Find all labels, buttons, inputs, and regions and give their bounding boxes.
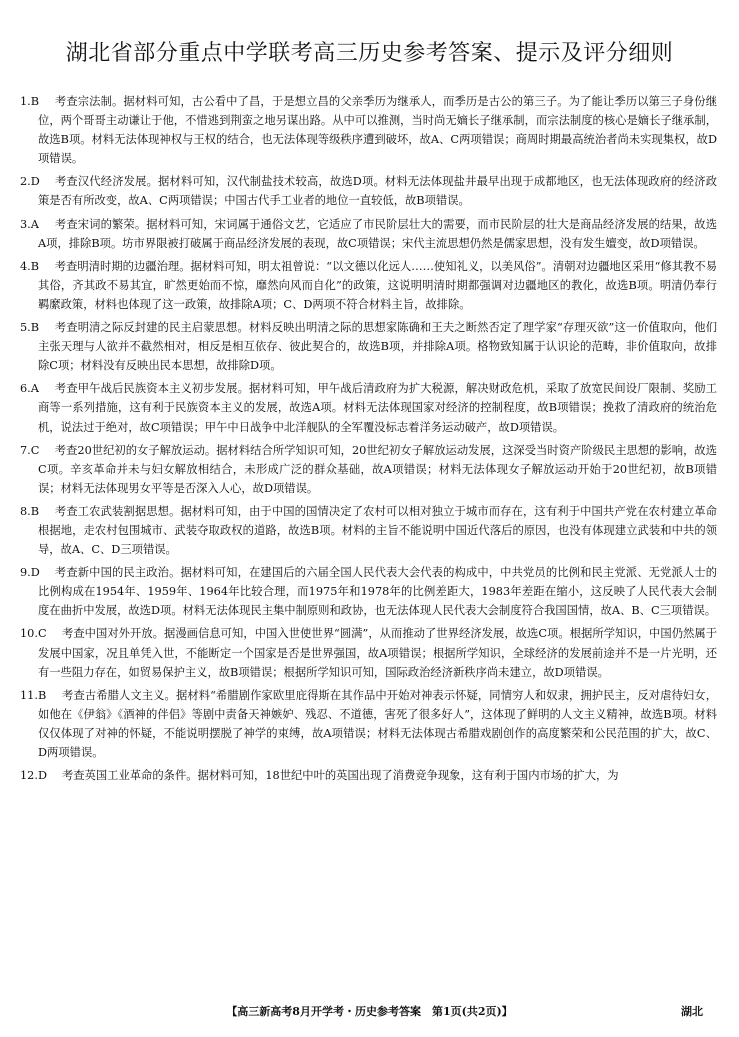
question-number: 2. [20, 175, 31, 189]
question-number: 10. [20, 627, 38, 641]
explanation-text: 考查宋词的繁荣。据材料可知，宋词属于通俗文艺，它适应了市民阶层壮大的需要，而市民阶层的壮大是商品经济发展的结果，故选A项，排除B项。坊市界限被打破属于商品经济发展的表现，故C项错误；宋代主流思想仍然是儒家思想，没有发生嬗变，故D项错误。 [38, 217, 717, 250]
question-number: 1. [20, 95, 31, 108]
question-number: 5. [20, 321, 31, 335]
answer-item [20, 441, 717, 498]
page-footer [20, 1003, 719, 1021]
answer-letter: D [30, 566, 40, 580]
answer-item [20, 624, 717, 681]
answer-letter: D [37, 769, 48, 783]
answer-letter: C [37, 627, 47, 641]
question-number: 3. [20, 217, 31, 231]
question-number: 11. [20, 688, 38, 702]
explanation-text: 考查工农武装割据思想。据材料可知，由于中国的国情决定了农村可以相对独立于城市而存在，这有利于中国共产党在农村建立革命根据地，走农村包围城市、武装夺取政权的道路，故选B项。材料的主旨不能说明中国近代落后的原因，也没有体现建立武装和中共的领导，故A、C、D三项错误。 [38, 504, 717, 557]
answer-item [20, 318, 717, 375]
footer-text: 【高三新高考8月开学考・历史参考答案 第1页(共2页)】 [226, 1005, 513, 1018]
question-number: 8. [20, 504, 31, 518]
answer-letter: B [30, 95, 40, 108]
answer-letter: A [30, 217, 39, 231]
explanation-text: 考查汉代经济发展。据材料可知，汉代制盐技术较高，故选D项。材料无法体现盐井最早出现于成都地区，也无法体现政府的经济政策是否有所改变，故A、C两项错误；中国古代手工业者的地位一直较低，故B项错误。 [38, 175, 717, 208]
explanation-text: 考查明清时期的边疆治理。据材料可知，明太祖曾说：“以文德以化远人……使知礼义，以美风俗”。清朝对边疆地区采用“修其教不易其俗，齐其政不易其宜，旷然更始而不惊，靡然向风而自化”的政策，这说明明清时期都强调对边疆地区的教化，故选B项。明清仍奉行羁縻政策，材料也体现了这一政策，故排除A项；C、D两项不符合材料主旨，故排除。 [38, 259, 717, 311]
question-number: 7. [20, 443, 31, 457]
answer-item [20, 92, 717, 168]
explanation-text: 考查明清之际反封建的民主启蒙思想。材料反映出明清之际的思想家陈确和王夫之断然否定了理学家“存理灭欲”这一价值取向，他们主张天理与人欲并不截然相对，相反是相互依存、彼此契合的，故选B项，并排除A项。格物致知属于认识论的范畴，非价值取向，故排除C项；材料没有反映出民本思想，故排除D项。 [38, 321, 717, 373]
answer-item [20, 215, 717, 253]
answer-letter: C [30, 443, 40, 457]
question-number: 9. [20, 566, 31, 580]
answer-letter: B [30, 321, 40, 335]
answer-letter: A [30, 382, 39, 396]
answer-item [20, 379, 717, 436]
answer-item [20, 686, 717, 762]
answer-list [20, 92, 717, 994]
answer-item [20, 502, 717, 559]
answer-letter: D [30, 175, 40, 189]
explanation-text: 考查中国对外开放。据漫画信息可知，中国入世使世界“圆满”，从而推动了世界经济发展，故选C项。根据所学知识，中国仍然属于发展中国家，况且单凭入世，不能断定一个国家是否是世界强国，故A项错误；根据所学知识，全球经济的发展前途并不是一片光明，还有一些阻力存在，如贸易保护主义，故B项错误；根据所学知识可知，国际政治经济新秩序尚未建立，故D项错误。 [38, 627, 717, 679]
explanation-text: 考查甲午战后民族资本主义初步发展。据材料可知，甲午战后清政府为扩大税源，解决财政危机，采取了放宽民间设厂限制、奖励工商等一系列措施，这有利于民族资本主义的发展，故选A项。材料无法体现国家对经济的控制程度，故B项错误；挽救了清政府的统治危机，说法过于绝对，故C项错误；甲午中日战争中北洋舰队的全军覆没标志着洋务运动破产，故D项错误。 [38, 382, 717, 434]
explanation-text: 考查古希腊人文主义。据材料“希腊剧作家欧里庇得斯在其作品中开始对神表示怀疑，同情穷人和奴隶，拥护民主，反对虐待妇女，如他在《伊翁》《酒神的伴侣》等剧中责备天神嫉妒、残忍、不道德，害死了很多好人”，这体现了鲜明的人文主义精神，故选B项。材料仅仅体现了对神的怀疑，不能说明摆脱了神学的束缚，故A项错误；材料无法体现古希腊戏剧创作的高度繁荣和公民范围的扩大，故C、D两项错误。 [38, 688, 717, 759]
answer-item [20, 563, 717, 620]
answer-letter: B [30, 504, 40, 518]
answer-letter: B [30, 259, 40, 273]
answer-letter: B [37, 688, 47, 702]
footer-region: 湖北 [681, 1005, 703, 1018]
question-number: 6. [20, 382, 31, 396]
page-title: 湖北省部分重点中学联考高三历史参考答案、提示及评分细则 [65, 41, 674, 66]
question-number: 12. [20, 769, 38, 783]
explanation-text: 考查20世纪初的女子解放运动。据材料结合所学知识可知，20世纪初女子解放运动发展，这深受当时资产阶级民主思想的影响，故选C项。辛亥革命并未与妇女解放相结合，未形成广泛的群众基础，故A项错误；材料无法体现女子解放运动开始于20世纪初，故B项错误；材料无法体现男女平等是否深入人心，故D项错误。 [38, 443, 717, 495]
question-number: 4. [20, 259, 31, 273]
answer-item [20, 766, 717, 785]
answer-item [20, 257, 717, 314]
explanation-text: 考查宗法制。据材料可知，古公看中了昌，于是想立昌的父亲季历为继承人，而季历是古公的第三子。为了能让季历以第三子身份继位，两个哥哥主动谦让于他，不惜逃到荆蛮之地另谋出路。从中可以推测，当时尚无嫡长子继承制，而宗法制度的核心是嫡长子继承制，故选B项。材料无法体现神权与王权的结合，也无法体现等级秩序遭到破坏，故A、C两项错误；商周时期最高统治者尚未实现集权，故D项错误。 [38, 95, 717, 166]
answer-item [20, 172, 717, 210]
explanation-text: 考查新中国的民主政治。据材料可知，在建国后的六届全国人民代表大会代表的构成中，中共党员的比例和民主党派、无党派人士的比例构成在1954年、1959年、1964年比较合理，而1975年和1978年的比例差距大，1983年差距在缩小，这反映了人民代表大会制度在曲折中发展，故选D项。材料无法体现民主集中制原则和政协，也无法体现人民代表大会制度符合我国国情，故A、B、C三项错误。 [38, 566, 717, 618]
explanation-text: 考查英国工业革命的条件。据材料可知，18世纪中叶的英国出现了消费竞争现象，这有利于国内市场的扩大，为 [61, 769, 619, 783]
